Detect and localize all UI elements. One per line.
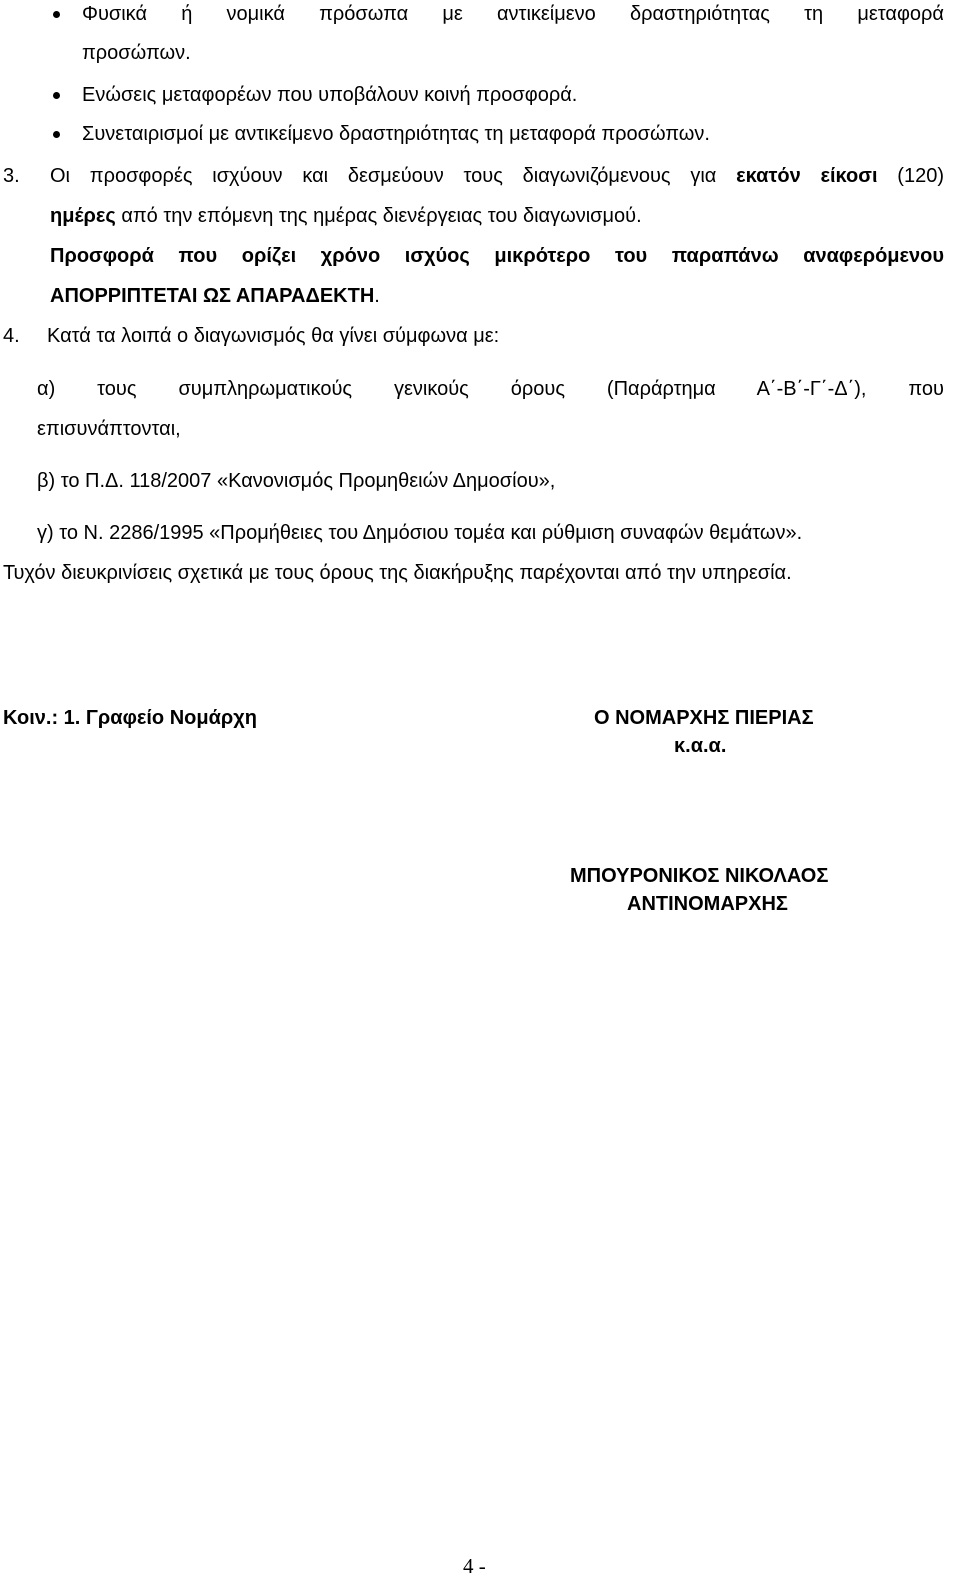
signatory-name: ΜΠΟΥΡΟΝΙΚΟΣ ΝΙΚΟΛΑΟΣ bbox=[570, 865, 829, 887]
item-3-line-2-text: από την επόμενη της ημέρας διενέργειας του διαγωνισμού. bbox=[121, 205, 642, 227]
item-4-intro: Κατά τα λοιπά ο διαγωνισμός θα γίνει σύμφωνα με: bbox=[47, 325, 500, 347]
bullet-1-line-1: Φυσικά ή νομικά πρόσωπα με αντικείμενο δραστηριότητας τη μεταφορά bbox=[82, 3, 944, 25]
item-3-bold-imeres: ημέρες bbox=[50, 205, 116, 227]
item-4-a-line-1: α) τους συμπληρωματικούς γενικούς όρους (Παράρτημα Α΄-Β΄-Γ΄-Δ΄), που bbox=[37, 378, 944, 400]
bullet-1-line-2: προσώπων. bbox=[82, 42, 191, 64]
item-3-line-2 bbox=[50, 204, 642, 228]
item-3-warning-line-2 bbox=[50, 284, 380, 308]
item-4-c: γ) το Ν. 2286/1995 «Προμήθειες του Δημόσιου τομέα και ρύθμιση συναφών θεμάτων». bbox=[37, 522, 803, 544]
page-number: 4 - bbox=[463, 1554, 486, 1578]
clarifications-text: Τυχόν διευκρινίσεις σχετικά με τους όρους της διακήρυξης παρέχονται από την υπηρεσία. bbox=[3, 562, 792, 584]
signatory-role: ΑΝΤΙΝΟΜΑΡΧΗΣ bbox=[627, 893, 788, 915]
bullet-icon bbox=[53, 131, 60, 138]
item-3-bold-days: εκατόν είκοσι bbox=[736, 165, 878, 187]
item-3-rejected: ΑΠΟΡΡΙΠΤΕΤΑΙ ΩΣ ΑΠΑΡΑΔΕΚΤΗ bbox=[50, 285, 375, 307]
item-4-b: β) το Π.Δ. 118/2007 «Κανονισμός Προμηθειών Δημοσίου», bbox=[37, 470, 556, 492]
item-3-days-number: (120) bbox=[897, 165, 944, 187]
bullet-icon bbox=[53, 11, 60, 18]
bullet-3: Συνεταιρισμοί με αντικείμενο δραστηριότητας τη μεταφορά προσώπων. bbox=[82, 123, 710, 145]
bullet-icon bbox=[53, 92, 60, 99]
item-3-number: 3. bbox=[3, 165, 20, 187]
signatory-title: Ο ΝΟΜΑΡΧΗΣ ΠΙΕΡΙΑΣ bbox=[594, 707, 814, 729]
item-3-period: . bbox=[374, 285, 380, 307]
koin-recipients: Κοιν.: 1. Γραφείο Νομάρχη bbox=[3, 707, 258, 729]
signatory-kaa: κ.α.α. bbox=[674, 735, 727, 757]
item-4-number: 4. bbox=[3, 325, 20, 347]
item-3-text: Οι προσφορές ισχύουν και δεσμεύουν τους διαγωνιζόμενους για bbox=[50, 165, 717, 187]
item-4-a-line-2: επισυνάπτονται, bbox=[37, 418, 181, 440]
item-3-warning-line-1: Προσφορά που ορίζει χρόνο ισχύος μικρότερο του παραπάνω αναφερόμενου bbox=[50, 245, 944, 267]
item-3-line-1 bbox=[50, 164, 944, 188]
bullet-2: Ενώσεις μεταφορέων που υποβάλουν κοινή προσφορά. bbox=[82, 84, 578, 106]
